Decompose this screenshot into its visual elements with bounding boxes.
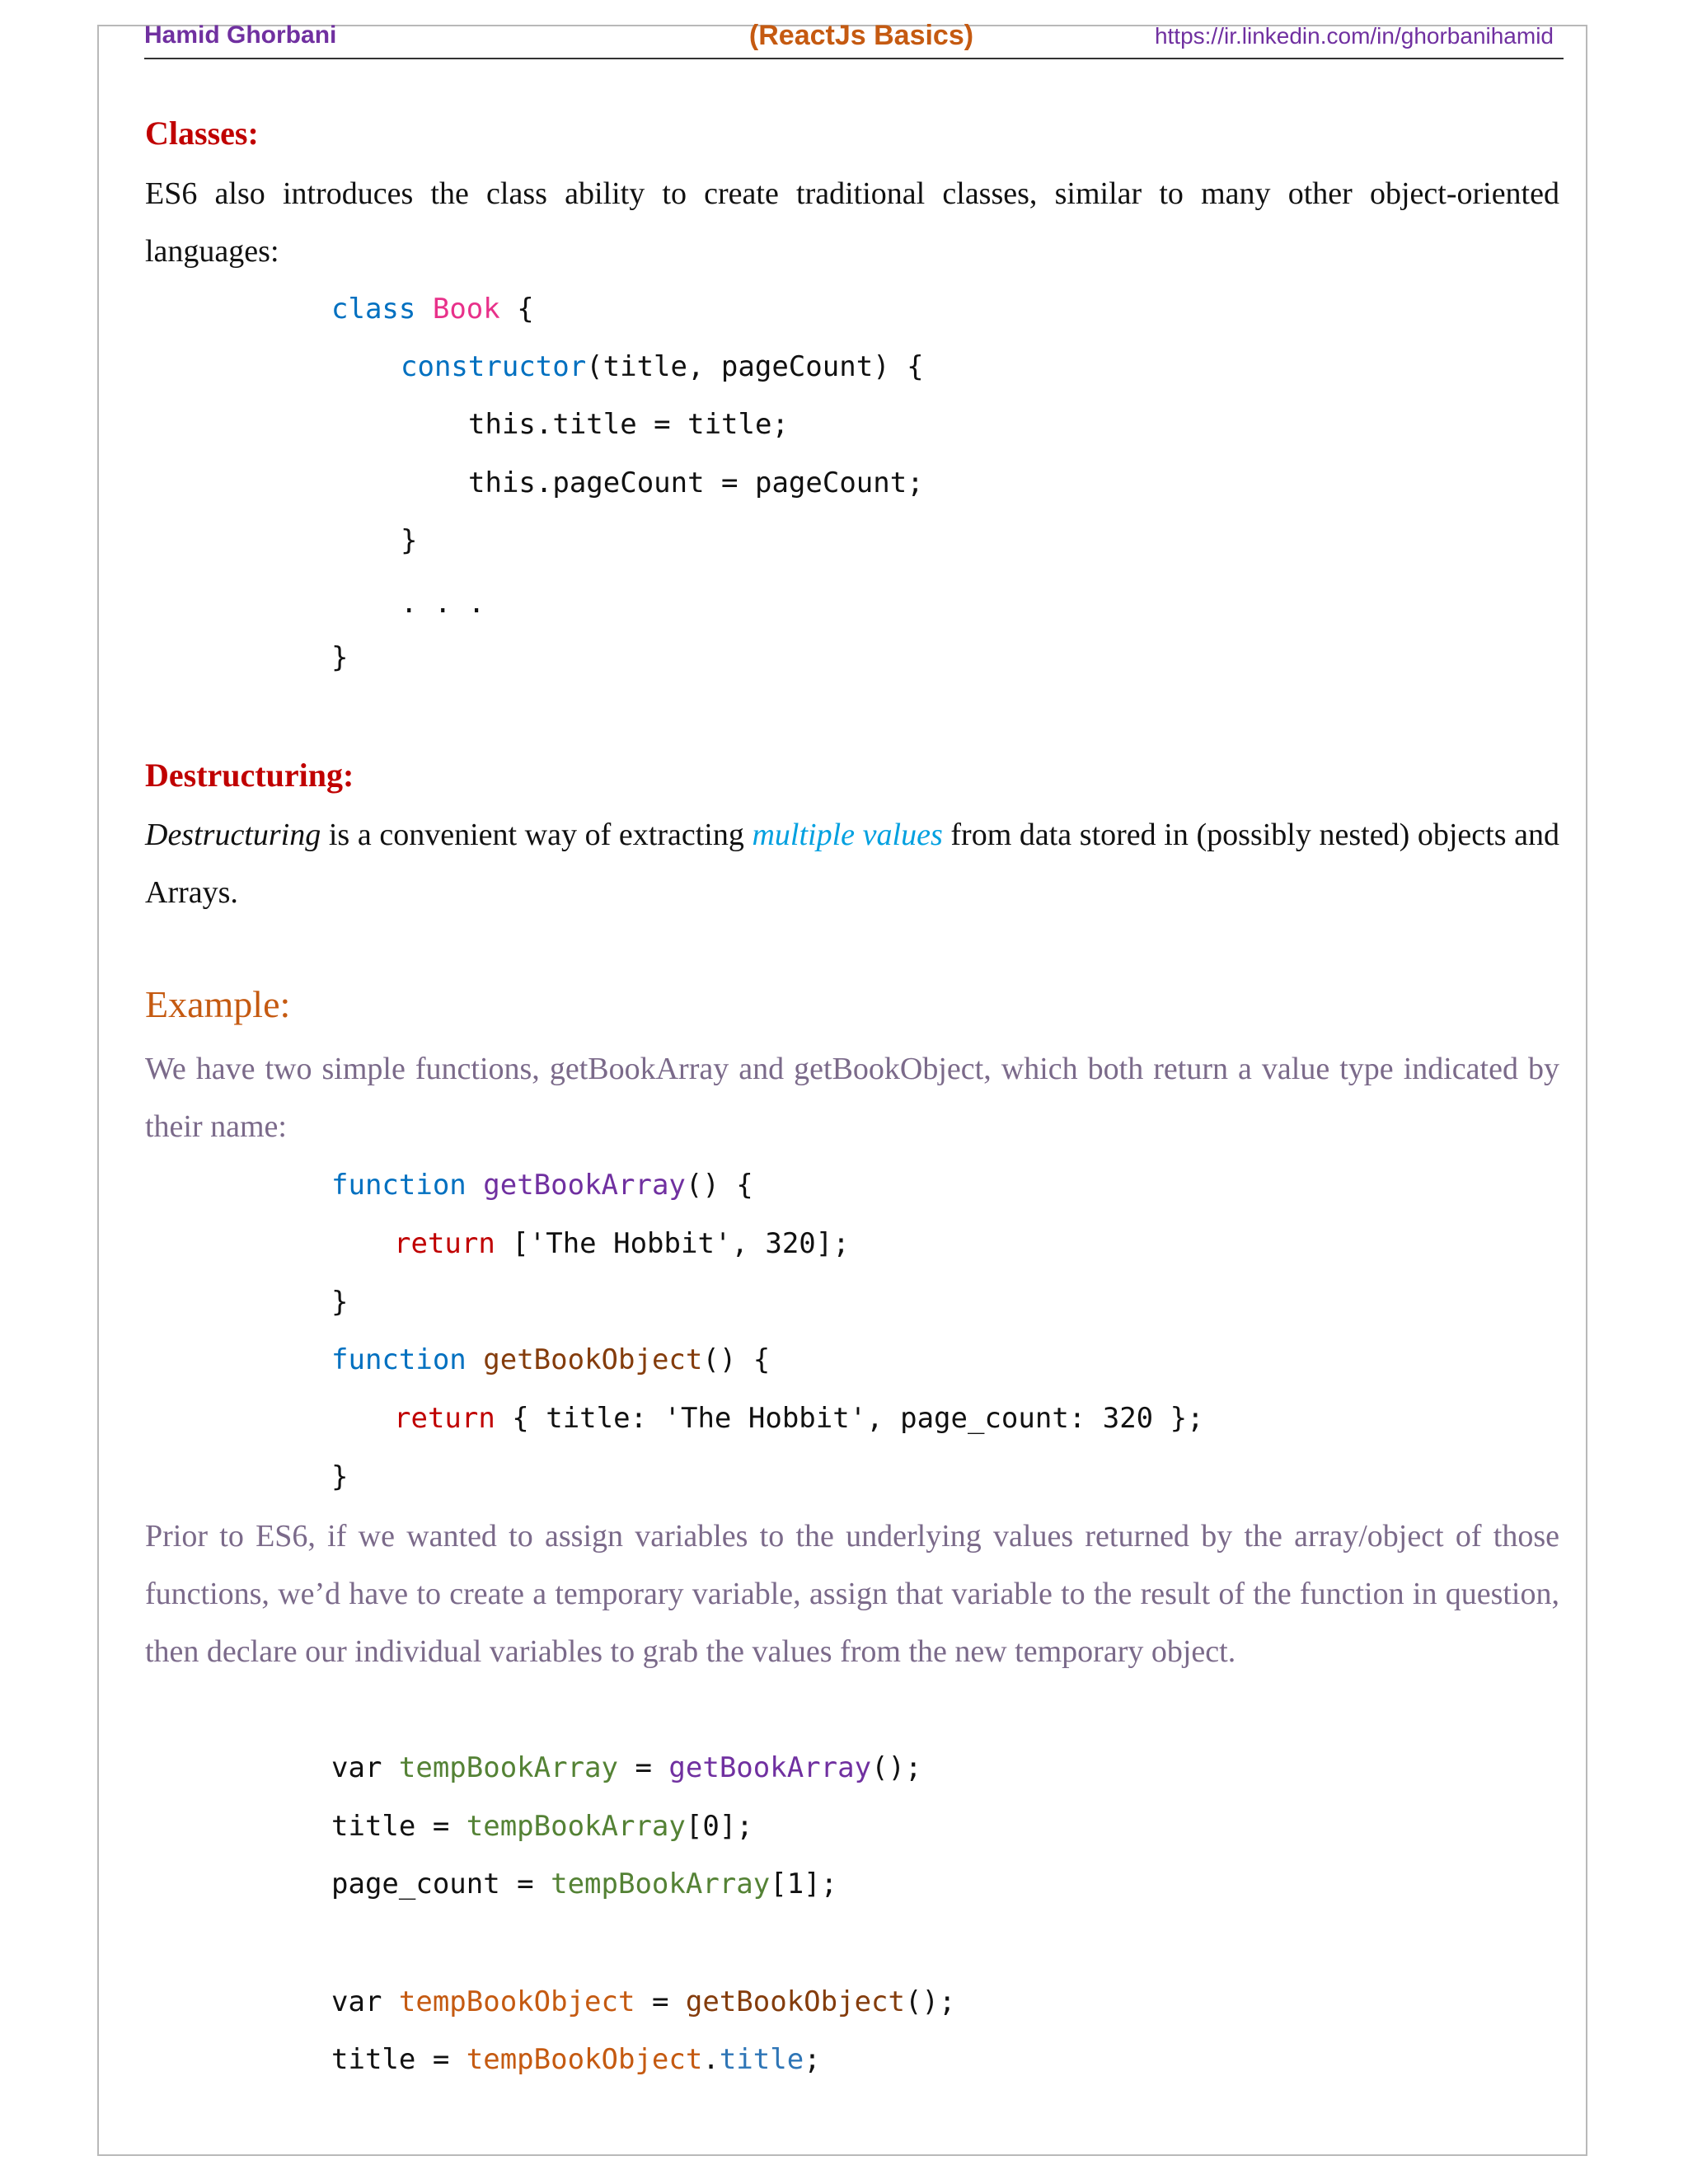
code-line	[331, 1985, 955, 2018]
destructuring-heading: Destructuring:	[145, 757, 354, 794]
code-keyword: class	[331, 293, 416, 326]
code-function-name: getBookObject	[483, 1343, 703, 1376]
code-property: title	[719, 2043, 804, 2076]
page-header	[144, 16, 1564, 59]
code-line	[331, 1751, 921, 1784]
classes-heading: Classes:	[145, 115, 259, 152]
code-text: =	[618, 1751, 669, 1784]
code-function-name: getBookArray	[668, 1751, 872, 1784]
code-line: this.pageCount = pageCount;	[468, 466, 924, 499]
classes-paragraph: ES6 also introduces the class ability to create traditional classes, similar to many other object-oriented languages:	[145, 176, 1559, 269]
code-keyword: function	[331, 1169, 467, 1202]
code-text: ;	[804, 2043, 821, 2076]
code-line: }	[331, 1286, 349, 1319]
code-variable: tempBookArray	[466, 1810, 686, 1843]
code-line	[394, 1402, 1204, 1435]
code-text: (title, pageCount) {	[586, 350, 924, 383]
code-text: () {	[702, 1343, 771, 1376]
code-function-name: getBookArray	[483, 1169, 686, 1202]
code-text: title =	[331, 2043, 467, 2076]
code-ellipsis: . . .	[401, 587, 485, 620]
highlighted-phrase: multiple values	[752, 818, 943, 852]
code-text: [0];	[685, 1810, 753, 1843]
code-text: ();	[871, 1751, 922, 1784]
paragraph-text: is a convenient way of extracting	[321, 818, 753, 852]
code-text: { title: 'The Hobbit', page_count: 320 };	[495, 1402, 1204, 1435]
code-line: this.title = title;	[468, 408, 789, 441]
code-line	[394, 1227, 850, 1260]
code-keyword: return	[394, 1402, 495, 1435]
example-heading: Example:	[145, 983, 291, 1025]
code-text: () {	[685, 1169, 753, 1202]
prior-es6-paragraph: Prior to ES6, if we wanted to assign variables to the underlying values returned by the array/object of those functions, we’d have to create a temporary variable, assign that variable to the result of the function in question, then declare our individual variables to grab the values from the new temporary object.	[145, 1519, 1559, 1669]
code-keyword: function	[331, 1343, 467, 1376]
code-keyword: var	[331, 1985, 399, 2018]
example-paragraph: We have two simple functions, getBookArray and getBookObject, which both return a value type indicated by their name:	[145, 1052, 1559, 1144]
code-class-name: Book	[432, 293, 500, 326]
code-variable: tempBookArray	[398, 1751, 618, 1784]
code-line	[331, 1343, 770, 1376]
code-function-name: getBookObject	[685, 1985, 905, 2018]
code-keyword: constructor	[401, 350, 587, 383]
destructuring-term: Destructuring	[145, 818, 321, 852]
code-keyword: var	[331, 1751, 399, 1784]
code-line	[331, 1169, 753, 1202]
paragraph-text: from data stored in (possibly nested) objects and Arrays.	[145, 818, 1559, 910]
code-line: }	[331, 1460, 349, 1493]
code-variable: tempBookObject	[466, 2043, 703, 2076]
code-line: }	[331, 641, 349, 674]
code-variable: tempBookArray	[551, 1868, 771, 1900]
code-text: page_count =	[331, 1868, 551, 1900]
code-line	[401, 350, 924, 383]
code-text: ();	[905, 1985, 956, 2018]
code-text: ['The Hobbit', 320];	[495, 1227, 850, 1260]
code-line	[331, 293, 534, 326]
code-keyword: return	[394, 1227, 495, 1260]
destructuring-paragraph	[145, 806, 1559, 921]
code-text: title =	[331, 1810, 467, 1843]
code-text: =	[635, 1985, 686, 2018]
code-text: {	[499, 293, 534, 326]
code-text: .	[702, 2043, 720, 2076]
code-line	[331, 2043, 821, 2076]
code-line	[331, 1810, 753, 1843]
code-line	[331, 1868, 837, 1900]
code-variable: tempBookObject	[398, 1985, 635, 2018]
header-linkedin-link[interactable]: https://ir.linkedin.com/in/ghorbanihamid	[1154, 23, 1554, 49]
header-course-title: (ReactJs Basics)	[748, 20, 974, 51]
header-author: Hamid Ghorbani	[144, 21, 337, 49]
code-line: }	[401, 524, 418, 557]
code-text: [1];	[770, 1868, 838, 1900]
